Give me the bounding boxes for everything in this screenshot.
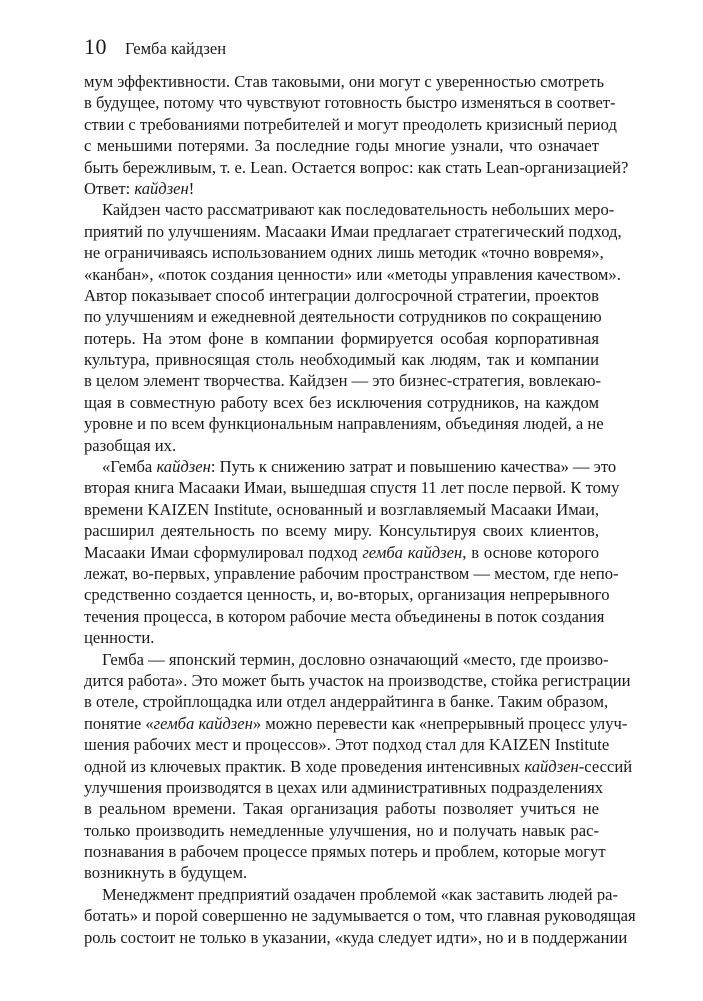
- italic-term: кайдзен: [524, 756, 579, 776]
- page-header: [84, 34, 604, 60]
- text-run: » можно перевести как «непрерывный процесс улуч-: [252, 713, 628, 733]
- text-line: [84, 477, 620, 498]
- text-line: [84, 563, 619, 584]
- text-line: [84, 905, 636, 926]
- text-run: Кайдзен часто рассматривают как последовательность небольших меро-: [102, 200, 615, 220]
- text-line: [84, 435, 599, 456]
- text-line: [84, 820, 599, 841]
- text-line: [84, 670, 631, 691]
- text-line: [84, 756, 633, 777]
- text-line: [84, 691, 609, 712]
- text-run: ботать» и порой совершенно не задумывается о том, что главная руководящая: [84, 906, 636, 926]
- text-run: течения процесса, в котором рабочие места объединены в поток создания: [84, 606, 605, 626]
- text-run: с меньшими потерями. За последние годы многие узнали, что означает: [84, 136, 599, 156]
- text-line: [84, 841, 606, 862]
- text-line: [84, 135, 599, 156]
- text-run: лежат, во-первых, управление рабочим пространством — местом, где непо-: [84, 563, 619, 583]
- text-run: «канбан», «поток создания ценности» или «методы управления качеством».: [84, 264, 621, 284]
- text-run: культура, привносящая столь необходимый как людям, так и компании: [84, 350, 599, 370]
- text-line: [84, 328, 599, 349]
- text-run: уровне и по всем функциональным направлениям, объединяя людей, а не: [84, 414, 604, 434]
- italic-term: кайдзен: [156, 457, 211, 477]
- italic-term: гемба кайдзен: [153, 713, 253, 733]
- text-run: расширил деятельность по всему миру. Консультируя своих клиентов,: [84, 521, 599, 541]
- text-line: [84, 862, 599, 883]
- text-run: возникнуть в будущем.: [84, 863, 248, 883]
- text-run: приятий по улучшениям. Масааки Имаи предлагает стратегический подход,: [84, 221, 622, 241]
- paragraph: [84, 199, 622, 456]
- italic-term: кайдзен: [134, 178, 189, 198]
- text-line: [84, 92, 616, 113]
- text-run: потерь. На этом фоне в компании формируется особая корпоративная: [84, 328, 599, 348]
- text-run: улучшения производятся в цехах или административных подразделениях: [84, 777, 604, 797]
- text-run: , в основе которого: [462, 542, 600, 562]
- text-run: понятие «: [84, 713, 154, 733]
- text-line: [84, 178, 599, 199]
- text-run: в реальном времени. Такая организация работы позволяет учиться не: [84, 799, 599, 819]
- text-line: [84, 584, 610, 605]
- text-run: в целом элемент творчества. Кайдзен — это бизнес-стратегия, вовлекаю-: [84, 371, 602, 391]
- text-line: [84, 199, 615, 220]
- text-run: ценности.: [84, 628, 155, 648]
- text-line: [84, 285, 599, 306]
- text-line: [84, 649, 609, 670]
- text-line: [84, 777, 604, 798]
- text-line: [84, 456, 617, 477]
- text-line: [84, 606, 605, 627]
- text-run: одной из ключевых практик. В ходе проведения интенсивных: [84, 756, 525, 776]
- text-run: Гемба — японский термин, дословно означающий «место, где произво-: [102, 649, 609, 669]
- text-line: [84, 242, 604, 263]
- text-run: быть бережливым, т. е. Lean. Остается вопрос: как стать Lean-организацией?: [84, 157, 629, 177]
- text-line: [84, 392, 599, 413]
- text-line: [84, 542, 599, 563]
- italic-term: гемба кайдзен: [362, 542, 463, 562]
- paragraph: [84, 456, 620, 649]
- text-run: в отеле, стройплощадка или отдел андеррайтинга в банке. Таким образом,: [84, 692, 609, 712]
- text-run: щая в совместную работу всех без исключения сотрудников, на каждом: [84, 392, 599, 412]
- text-line: [84, 114, 617, 135]
- text-run: средственно создается ценность, и, во-вторых, организация непрерывного: [84, 585, 610, 605]
- body-text: [84, 71, 636, 948]
- text-line: [84, 71, 605, 92]
- paragraph: [84, 71, 629, 199]
- text-run: познавания в рабочем процессе прямых потерь и проблем, которые могут: [84, 842, 606, 862]
- text-run: времени KAIZEN Institute, основанный и возглавляемый Масааки Имаи,: [84, 499, 599, 519]
- text-run: вторая книга Масааки Имаи, вышедшая спустя 11 лет после первой. К тому: [84, 478, 620, 498]
- paragraph: [84, 649, 633, 884]
- text-line: [84, 627, 599, 648]
- text-run: Ответ:: [84, 178, 135, 198]
- text-run: -сессий: [578, 756, 633, 776]
- text-line: [84, 884, 619, 905]
- text-run: разобщая их.: [84, 435, 177, 455]
- text-run: по улучшениям и ежедневной деятельности сотрудников по сокращению: [84, 307, 602, 327]
- text-run: Масааки Имаи сформулировал подход: [84, 542, 363, 562]
- text-line: [84, 157, 629, 178]
- text-run: мум эффективности. Став таковыми, они могут с уверенностью смотреть: [84, 72, 605, 91]
- text-line: [84, 349, 599, 370]
- text-line: [84, 370, 602, 391]
- text-line: [84, 499, 599, 520]
- running-head: Гемба кайдзен: [125, 39, 227, 58]
- text-line: [84, 713, 628, 734]
- text-run: : Путь к снижению затрат и повышению качества» — это: [210, 457, 617, 477]
- text-run: роль состоит не только в указании, «куда следует идти», но и в поддержании: [84, 927, 628, 947]
- text-line: [84, 734, 610, 755]
- text-line: [84, 306, 602, 327]
- text-run: только производить немедленные улучшения, но и получать навык рас-: [84, 820, 599, 840]
- text-run: ствии с требованиями потребителей и могут преодолеть кризисный период: [84, 114, 617, 134]
- text-run: шения рабочих мест и процессов». Этот подход стал для KAIZEN Institute: [84, 735, 610, 755]
- text-line: [84, 520, 599, 541]
- text-line: [84, 413, 604, 434]
- text-run: Автор показывает способ интеграции долгосрочной стратегии, проектов: [84, 285, 599, 305]
- text-line: [84, 264, 621, 285]
- page-number: 10: [84, 34, 107, 59]
- text-line: [84, 798, 599, 819]
- text-line: [84, 221, 622, 242]
- text-run: Менеджмент предприятий озадачен проблемой «как заставить людей ра-: [102, 884, 619, 904]
- paragraph: [84, 884, 636, 948]
- text-line: [84, 927, 628, 948]
- text-run: в будущее, потому что чувствуют готовность быстро изменяться в соответ-: [84, 93, 616, 113]
- text-run: «Гемба: [102, 457, 157, 477]
- text-run: !: [188, 178, 195, 198]
- text-run: дится работа». Это может быть участок на производстве, стойка регистрации: [84, 670, 631, 690]
- text-run: не ограничиваясь использованием одних лишь методик «точно вовремя»,: [84, 243, 604, 263]
